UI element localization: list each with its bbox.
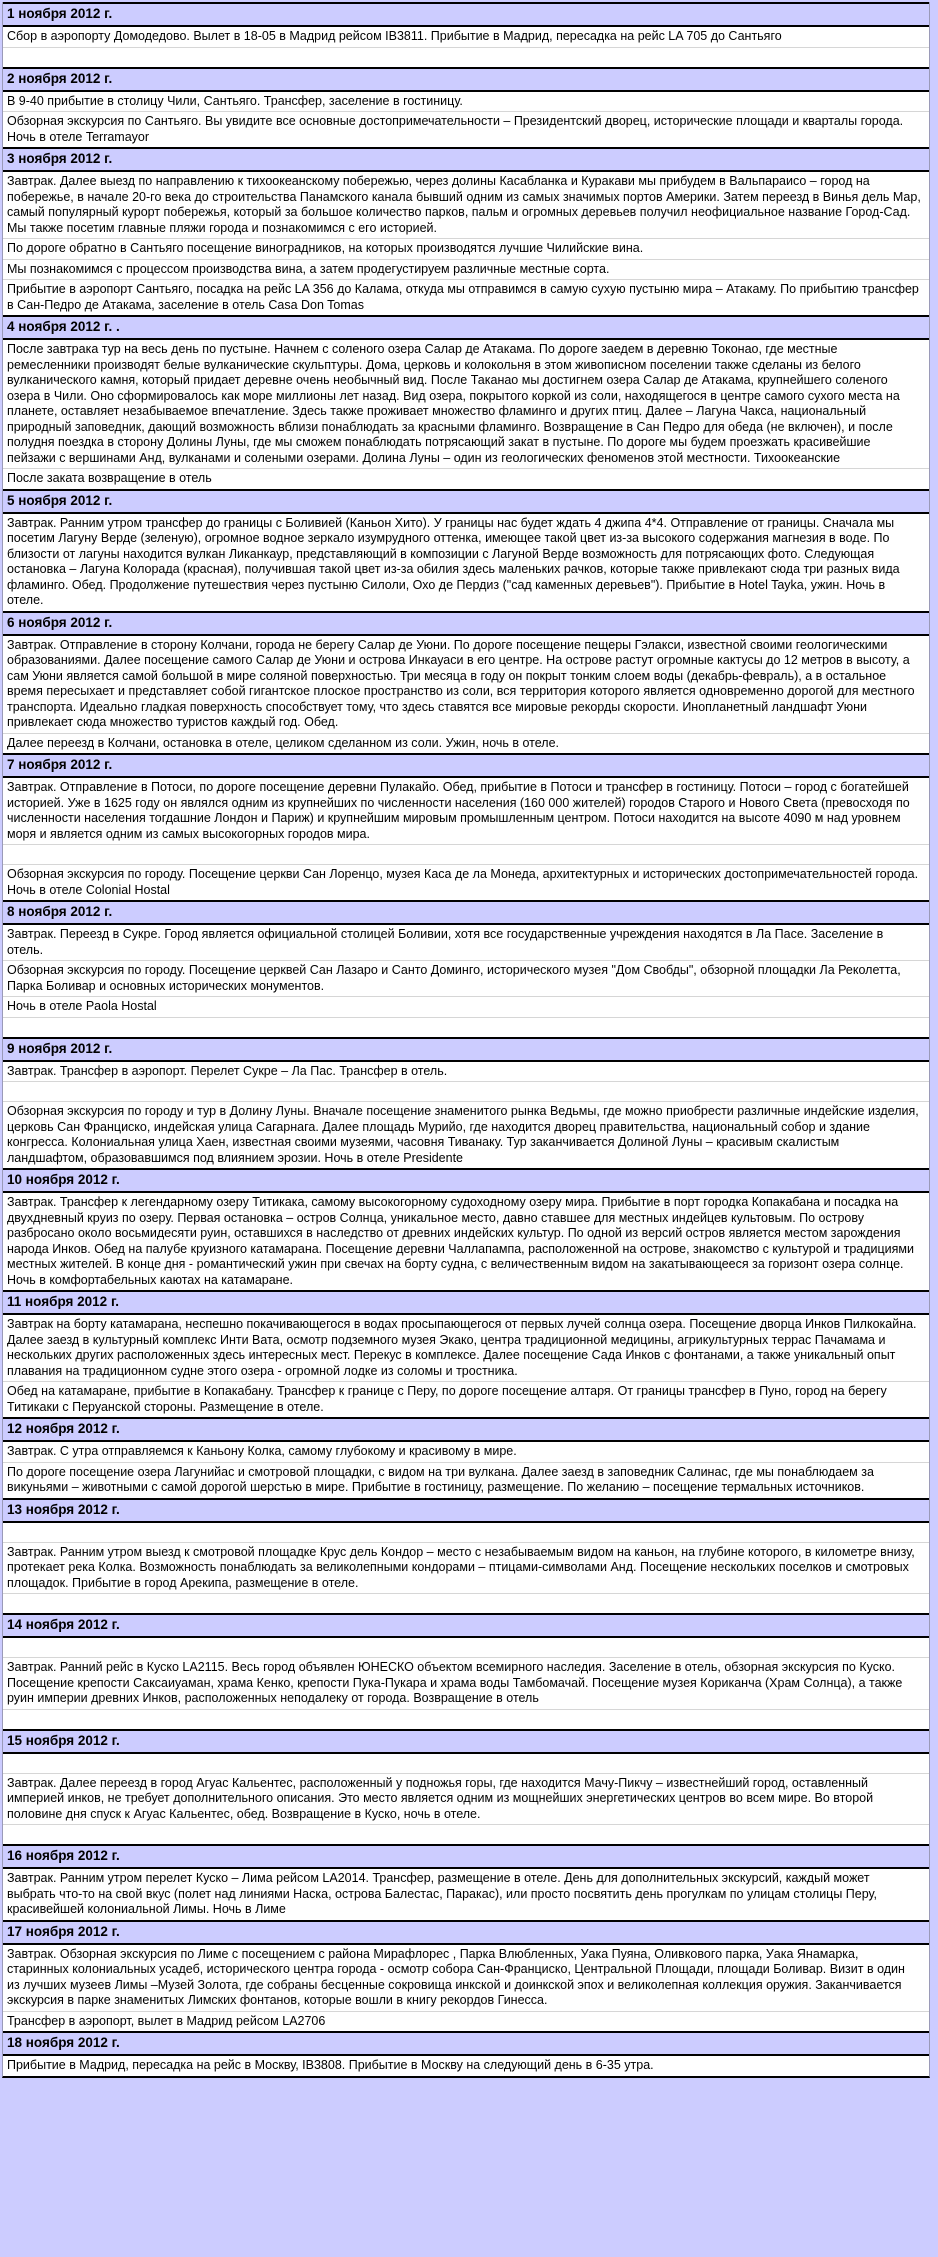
day-rows	[3, 27, 929, 67]
itinerary-row: Прибытие в аэропорт Сантьяго, посадка на рейс LA 356 до Калама, откуда мы отправимся в самую сухую пустыню мира – Атакаму. По прибытию трансфер в Сан-Педро де Атакама, заселение в отель Casa Don Tomas	[3, 279, 929, 315]
day-rows	[3, 172, 929, 315]
day-section	[3, 1498, 929, 1614]
itinerary-row	[3, 1593, 929, 1613]
day-section	[3, 1844, 929, 1920]
day-section	[3, 611, 929, 754]
day-header: 11 ноября 2012 г.	[3, 1290, 929, 1315]
day-header: 13 ноября 2012 г.	[3, 1498, 929, 1523]
day-rows	[3, 514, 929, 611]
day-section	[3, 753, 929, 900]
itinerary-row: Ночь в отеле Paola Hostal	[3, 996, 929, 1017]
itinerary-row: Завтрак. Ранним утром трансфер до границы с Боливией (Каньон Хито). У границы нас будет ждать 4 джипа 4*4. Отправление от границы. Сначала мы посетим Лагуну Верде (зеленую), огромное водное зеркало изумрудного оттенка, имеющее такой цвет из-за высокого содержания магнезия в воде. По близости от лагуны находится вулкан Ликанкаур, представляющий в композиции с Лагуной Верде возможность для потрясающих фото. Следующая остановка – Лагуна Колорада (красная), получившая такой цвет из-за обилия здесь маленьких рачков, которые также привлекают сюда три разных вида фламинго. Обед. Продолжение путешествия через пустыню Силоли, Охо де Пердиз ("сад каменных деревьев"). Прибытие в Hotel Tayka, ужин. Ночь в отеле.	[7, 515, 900, 607]
itinerary-row	[3, 1754, 929, 1773]
day-rows	[3, 1754, 929, 1845]
itinerary-row	[3, 47, 929, 67]
itinerary-row: После завтрака тур на весь день по пустыне. Начнем с соленого озера Салар де Атакама. По дороге заедем в деревню Токонао, где местные ремесленники производят белые вулканические скульптуры. Дома, церковь и колокольня в этом живописном поселении также сделаны из белого вулканического камня, который придает деревне очень необычный вид. После Таканао мы достигнем озера Салар де Атакама, крупнейшего соленого озера в Чили. Оно сформировалось как море миллионы лет назад. Вид озера, покрытого коркой из соли, находящегося в центре самого сухого места на планете, оставляет незабываемое впечатление. Здесь также проживает множество фламинго и других птиц. Далее – Лагуна Чакса, национальный природный заповедник, дающий возможность вблизи понаблюдать за красными фламинго. Возвращение в Сан Педро для обеда (не включен), и после полудня поездка в сторону Долины Луны, где мы сможем понаблюдать потрясающий закат в пустыне. По дороге мы будем проезжать красивейшие пейзажи с вершинами Анд, вулканами и солеными озерами. Долина Луны – один из геологических феноменов этой местности. Тихоокеанские	[7, 342, 900, 465]
itinerary-row: Завтрак. С утра отправляемся к Каньону Колка, самому глубокому и красивому в мире.	[7, 1444, 517, 1458]
day-section	[3, 1168, 929, 1290]
itinerary-row: Обзорная экскурсия по городу. Посещение церкви Сан Лоренцо, музея Каса де ла Монеда, архитектурных и исторических достопримечательностей города. Ночь в отеле Colonial Hostal	[3, 864, 929, 900]
itinerary-row: Завтрак. Отправление в Потоси, по дороге посещение деревни Пулакайо. Обед, прибытие в Потоси и трансфер в гостиницу. Потоси – город с богатейшей историей. Уже в 1625 году он являлся одним из крупнейших по численности населения (160 000 жителей) городов Старого и Нового Света (превосходя по численности населения тогдашние Лондон и Париж) и крупнейшим мировым промышленным центром. Потоси находится на высоте 4090 м над уровнем моря и является одним из самых высокогорных городов мира.	[7, 780, 910, 841]
day-header: 6 ноября 2012 г.	[3, 611, 929, 636]
day-header: 3 ноября 2012 г.	[3, 147, 929, 172]
day-section	[3, 489, 929, 611]
day-header: 18 ноября 2012 г.	[3, 2031, 929, 2056]
day-section	[3, 1920, 929, 2032]
day-header: 8 ноября 2012 г.	[3, 900, 929, 925]
itinerary-row: Завтрак. Ранним утром выезд к смотровой площадке Крус дель Кондор – место с незабываемым видом на каньон, на глубине которого, в километре внизу, протекает река Колка. Возможность понаблюдать за великолепными кондорами – птицами-символами Анд. Посещение нескольких поселков и смотровых площадок. Прибытие в город Арекипа, размещение в отеле.	[3, 1542, 929, 1594]
itinerary-row: Прибытие в Мадрид, пересадка на рейс в Москву, IB3808. Прибытие в Москву на следующий день в 6-35 утра.	[7, 2058, 654, 2072]
itinerary-row	[3, 1638, 929, 1657]
itinerary-row	[3, 1017, 929, 1037]
day-rows	[3, 1315, 929, 1417]
itinerary-row: Завтрак. Далее переезд в город Агуас Кальентес, расположенный у подножья горы, где находится Мачу-Пикчу – известнейший город, оставленный империей инков, не требует дополнительного описания. Это место является одним из мощнейших энергетических центров во всем мире. Во второй половине дня спуск к Агуас Кальентес, обед. Возвращение в Куско, ночь в отеле.	[3, 1773, 929, 1825]
day-header: 14 ноября 2012 г.	[3, 1613, 929, 1638]
itinerary-row: Обед на катамаране, прибытие в Копакабану. Трансфер к границе с Перу, по дороге посещение алтаря. От границы трансфер в Пуно, город на берегу Титикаки с Перуанской стороны. Размещение в отеле.	[3, 1381, 929, 1417]
itinerary-row: По дороге посещение озера Лагунийас и смотровой площадки, с видом на три вулкана. Далее заезд в заповедник Салинас, где мы понаблюдаем за викуньями – животными с самой дорогой шерстью в мире. Прибытие в гостиницу, размещение. По желанию – посещение термальных источников.	[3, 1462, 929, 1498]
day-section	[3, 900, 929, 1037]
day-header: 12 ноября 2012 г.	[3, 1417, 929, 1442]
day-rows	[3, 1523, 929, 1614]
itinerary-row	[3, 1523, 929, 1542]
itinerary-row	[3, 1081, 929, 1101]
day-header: 15 ноября 2012 г.	[3, 1729, 929, 1754]
itinerary-row: Трансфер в аэропорт, вылет в Мадрид рейсом LA2706	[3, 2011, 929, 2032]
itinerary-row: Завтрак на борту катамарана, неспешно покачивающегося в водах просыпающегося от первых лучей солнца озера. Посещение дворца Инков Пилкокайна. Далее заезд в культурный комплекс Инти Вата, осмотр подземного музея Экако, центра традиционной медицины, агрикультурных террас Пачамама и нескольких других расположенных здесь интересных мест. Перекус в комплексе. Далее посещение Сада Инков с фонтанами, а также уникальный опыт плавания на традиционном судне этого озера - огромной лодке из соломы и тростника.	[7, 1317, 917, 1378]
day-rows	[3, 1945, 929, 2032]
itinerary-row: Обзорная экскурсия по городу и тур в Долину Луны. Вначале посещение знаменитого рынка Ведьмы, где можно приобрести различные индейские изделия, церковь Сан Франциско, индейская улица Сагарнага. Далее площадь Мурийо, где находится дворец правительства, национальный собор и здание конгресса. Колониальная улица Хаен, известная своими музеями, часовня Тиванаку. Тур заканчивается Долиной Луны – красивым скалистым ландшафтом, образовавшимся под влиянием эрозии. Ночь в отеле Presidente	[3, 1101, 929, 1168]
day-section	[3, 1417, 929, 1498]
day-header: 7 ноября 2012 г.	[3, 753, 929, 778]
day-header: 16 ноября 2012 г.	[3, 1844, 929, 1869]
day-rows	[3, 778, 929, 900]
itinerary-row: Обзорная экскурсия по Сантьяго. Вы увидите все основные достопримечательности – Президентский дворец, исторические площади и кварталы города. Ночь в отеле Terramayor	[3, 111, 929, 147]
itinerary-document	[2, 2, 930, 2078]
itinerary-row: Завтрак. Далее выезд по направлению к тихоокеанскому побережью, через долины Касабланка и Куракави мы прибудем в Вальпараисо – город на побережье, в начале 20-го века до строительства Панамского канала бывший одним из самых значимых портов Америки. Затем переезд в Винья дель Мар, самый популярный курорт побережья, который за большое количество парков, пальм и огромных деревьев получил неофициальное название Город-Сад. Мы также посетим главные пляжи города и познакомимся с его историей.	[7, 174, 921, 235]
day-header: 4 ноября 2012 г. .	[3, 315, 929, 340]
day-section	[3, 2031, 929, 2076]
day-header: 1 ноября 2012 г.	[3, 2, 929, 27]
day-rows	[3, 1442, 929, 1498]
day-section	[3, 147, 929, 315]
itinerary-row: Завтрак. Обзорная экскурсия по Лиме с посещением с района Мирафлорес , Парка Влюбленных, Уака Пуяна, Оливкового парка, Уака Янамарка, старинных колониальных усадеб, исторического центра города - осмотр собора Сан-Франциско, Центральной Площади, площади Боливар. Визит в один из лучших музеев Лимы –Музей Золота, где собраны бесценные сокровища инкской и доинкской эпох и великолепная коллекция оружия. Заканчивается экскурсия в парке знаменитых Лимских фонтанов, которые вошли в книгу рекордов Гинесса.	[7, 1946, 905, 2007]
day-header: 5 ноября 2012 г.	[3, 489, 929, 514]
day-rows	[3, 340, 929, 489]
itinerary-row: Обзорная экскурсия по городу. Посещение церквей Сан Лазаро и Санто Доминго, исторического музея "Дом Свобды", обзорной площадки Ла Реколетта, Парка Боливар и основных исторических монументов.	[3, 960, 929, 996]
itinerary-row: Завтрак. Ранний рейс в Куско LA2115. Весь город объявлен ЮНЕСКО объектом всемирного наследия. Заселение в отель, обзорная экскурсия по Куско. Посещение крепости Саксаиуаман, храма Кенко, крепости Пука-Пукара и храма воды Тамбомачай. Посещение музея Кориканча (Храм Солнца), а также руин империи древних Инков, расположенных неподалеку от города. Возвращение в отель	[3, 1657, 929, 1709]
day-rows	[3, 92, 929, 148]
day-header: 10 ноября 2012 г.	[3, 1168, 929, 1193]
day-section	[3, 1613, 929, 1729]
itinerary-row: После заката возвращение в отель	[3, 468, 929, 489]
itinerary-row: По дороге обратно в Сантьяго посещение виноградников, на которых производятся лучшие Чилийские вина.	[3, 238, 929, 259]
day-rows	[3, 1062, 929, 1169]
itinerary-row	[3, 844, 929, 864]
itinerary-row: Завтрак. Ранним утром перелет Куско – Лима рейсом LA2014. Трансфер, размещение в отеле. День для дополнительных экскурсий, каждый может выбрать что-то на свой вкус (полет над линиями Наска, острова Балестас, Паракас), или просто посвятить день прогулкам по улицам столицы Перу, красивейшей колониальной Лимы. Ночь в Лиме	[7, 1871, 878, 1916]
day-rows	[3, 1638, 929, 1729]
day-section	[3, 1037, 929, 1169]
itinerary-row: Далее переезд в Колчани, остановка в отеле, целиком сделанном из соли. Ужин, ночь в отеле.	[3, 733, 929, 754]
day-section	[3, 67, 929, 148]
itinerary-row	[3, 1709, 929, 1729]
day-rows	[3, 1193, 929, 1290]
itinerary-row	[3, 1824, 929, 1844]
day-section	[3, 1290, 929, 1417]
itinerary-row: Завтрак. Переезд в Сукре. Город является официальной столицей Боливии, хотя все государственные учреждения находятся в Ла Пасе. Заселение в отель.	[7, 927, 884, 957]
itinerary-row: Завтрак. Трансфер к легендарному озеру Титикака, самому высокогорному судоходному озеру мира. Прибытие в порт городка Копакабана и посадка на двухдневный круиз по озеру. Первая остановка – остров Солнца, уникальное место, давно ставшее для местных индейцев культовым. По острову разбросано около восьмидесяти руин, оставшихся в наследство от древних индейских культур. По одной из версий остров является местом зарождения народа Инков. Обед на палубе круизного катамарана. Посещение деревни Чаллапампа, расположенной на острове, знакомство с культурой и традициями местных жителей. В конце дня - романтический ужин при свечах на борту судна, с величественным видом на закатывающееся за горизонт озера солнце. Ночь в комфортабельных каютах на катамаране.	[7, 1195, 915, 1287]
day-header: 2 ноября 2012 г.	[3, 67, 929, 92]
day-header: 17 ноября 2012 г.	[3, 1920, 929, 1945]
itinerary-row: В 9-40 прибытие в столицу Чили, Сантьяго. Трансфер, заселение в гостиницу.	[7, 93, 463, 108]
itinerary-row: Мы познакомимся с процессом производства вина, а затем продегустируем различные местные сорта.	[3, 259, 929, 280]
itinerary-row: Завтрак. Трансфер в аэропорт. Перелет Сукре – Ла Пас. Трансфер в отель.	[7, 1063, 448, 1078]
day-rows	[3, 1869, 929, 1920]
day-rows	[3, 925, 929, 1037]
itinerary-row: Завтрак. Отправление в сторону Колчани, города не берегу Салар де Уюни. По дороге посещение пещеры Гэлакси, известной своими геологическими образованиями. Далее посещение самого Салар де Уюни и острова Инкауаси в его центре. На острове растут огромные кактусы до 12 метров в высоту, а сам Уюни является самой большой в мире соляной поверхностью. Три месяца в году он покрыт тонким слоем воды (декабрь-февраль), а в остальное время пересыхает и представляет собой гигантское плоское пространство из соли, вся территория которого является одновременно дорогой для местного транспорта. Идеально гладкая поверхность способствует тому, что здесь ставятся все мировые рекорды скорости. Инопланетный ландшафт Уюни привлекает сюда множество туристов каждый год. Обед.	[7, 637, 915, 729]
day-rows	[3, 2056, 929, 2076]
day-section	[3, 2, 929, 67]
itinerary-row: Сбор в аэропорту Домодедово. Вылет в 18-05 в Мадрид рейсом IB3811. Прибытие в Мадрид, пересадка на рейс LA 705 до Сантьяго	[7, 29, 782, 43]
day-rows	[3, 636, 929, 754]
day-header: 9 ноября 2012 г.	[3, 1037, 929, 1062]
day-section	[3, 1729, 929, 1845]
day-section	[3, 315, 929, 489]
